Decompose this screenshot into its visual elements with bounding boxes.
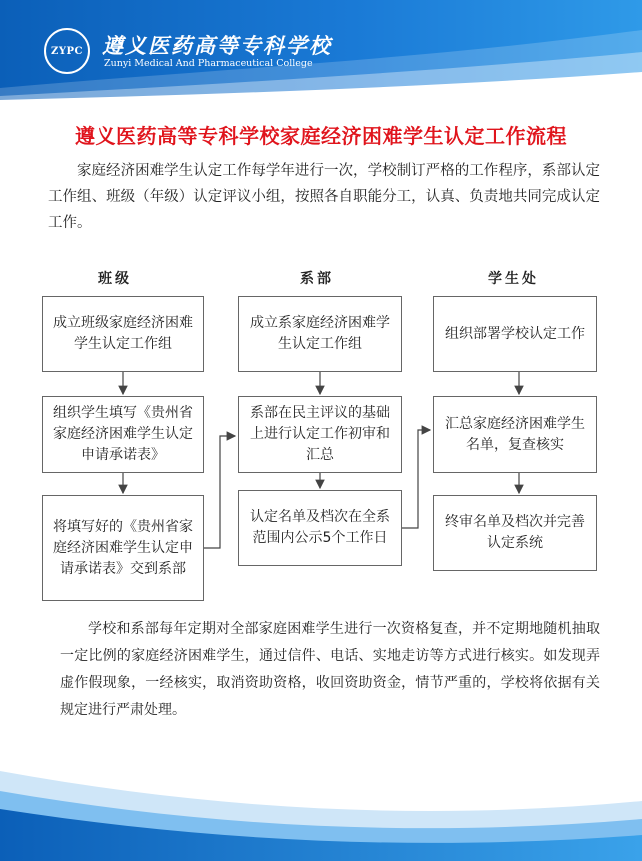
flow-step-office-2: 汇总家庭经济困难学生名单，复查核实	[433, 396, 597, 473]
column-label-dept: 系部	[300, 271, 334, 287]
footer-wave-decoration	[0, 751, 642, 861]
logo-text: ZYPC	[51, 45, 83, 57]
column-label-class: 班级	[98, 271, 132, 287]
flow-step-class-1: 成立班级家庭经济困难学生认定工作组	[42, 296, 204, 372]
flow-step-class-2: 组织学生填写《贵州省家庭经济困难学生认定申请承诺表》	[42, 396, 204, 473]
closing-paragraph: 学校和系部每年定期对全部家庭困难学生进行一次资格复查，并不定期地随机抽取一定比例的家庭经济困难学生，通过信件、电话、实地走访等方式进行核实。如发现弄虚作假现象，一经核实，取消资助资格，收回资助资金，情节严重的，学校将依据有关规定进行严肃处理。	[60, 621, 600, 718]
flow-step-office-3: 终审名单及档次并完善认定系统	[433, 495, 597, 571]
college-name-en: Zunyi Medical And Pharmaceutical College	[104, 58, 313, 69]
intro-paragraph: 家庭经济困难学生认定工作每学年进行一次，学校制订严格的工作程序，系部认定工作组、班级（年级）认定评议小组，按照各自职能分工，认真、负责地共同完成认定工作。	[48, 163, 600, 231]
arrow-dept-to-office	[402, 430, 430, 528]
flow-step-dept-3: 认定名单及档次在全系范围内公示5个工作日	[238, 490, 402, 566]
flow-step-office-1: 组织部署学校认定工作	[433, 296, 597, 372]
flow-step-dept-1: 成立系家庭经济困难学生认定工作组	[238, 296, 402, 372]
page-title: 遵义医药高等专科学校家庭经济困难学生认定工作流程	[75, 124, 567, 148]
arrow-class-to-dept	[204, 436, 235, 548]
college-name-cn: 遵义医药高等专科学校	[102, 33, 332, 58]
flow-step-dept-2: 系部在民主评议的基础上进行认定工作初审和汇总	[238, 396, 402, 473]
flow-step-class-3: 将填写好的《贵州省家庭经济困难学生认定申请承诺表》交到系部	[42, 495, 204, 601]
column-label-office: 学生处	[488, 271, 539, 287]
